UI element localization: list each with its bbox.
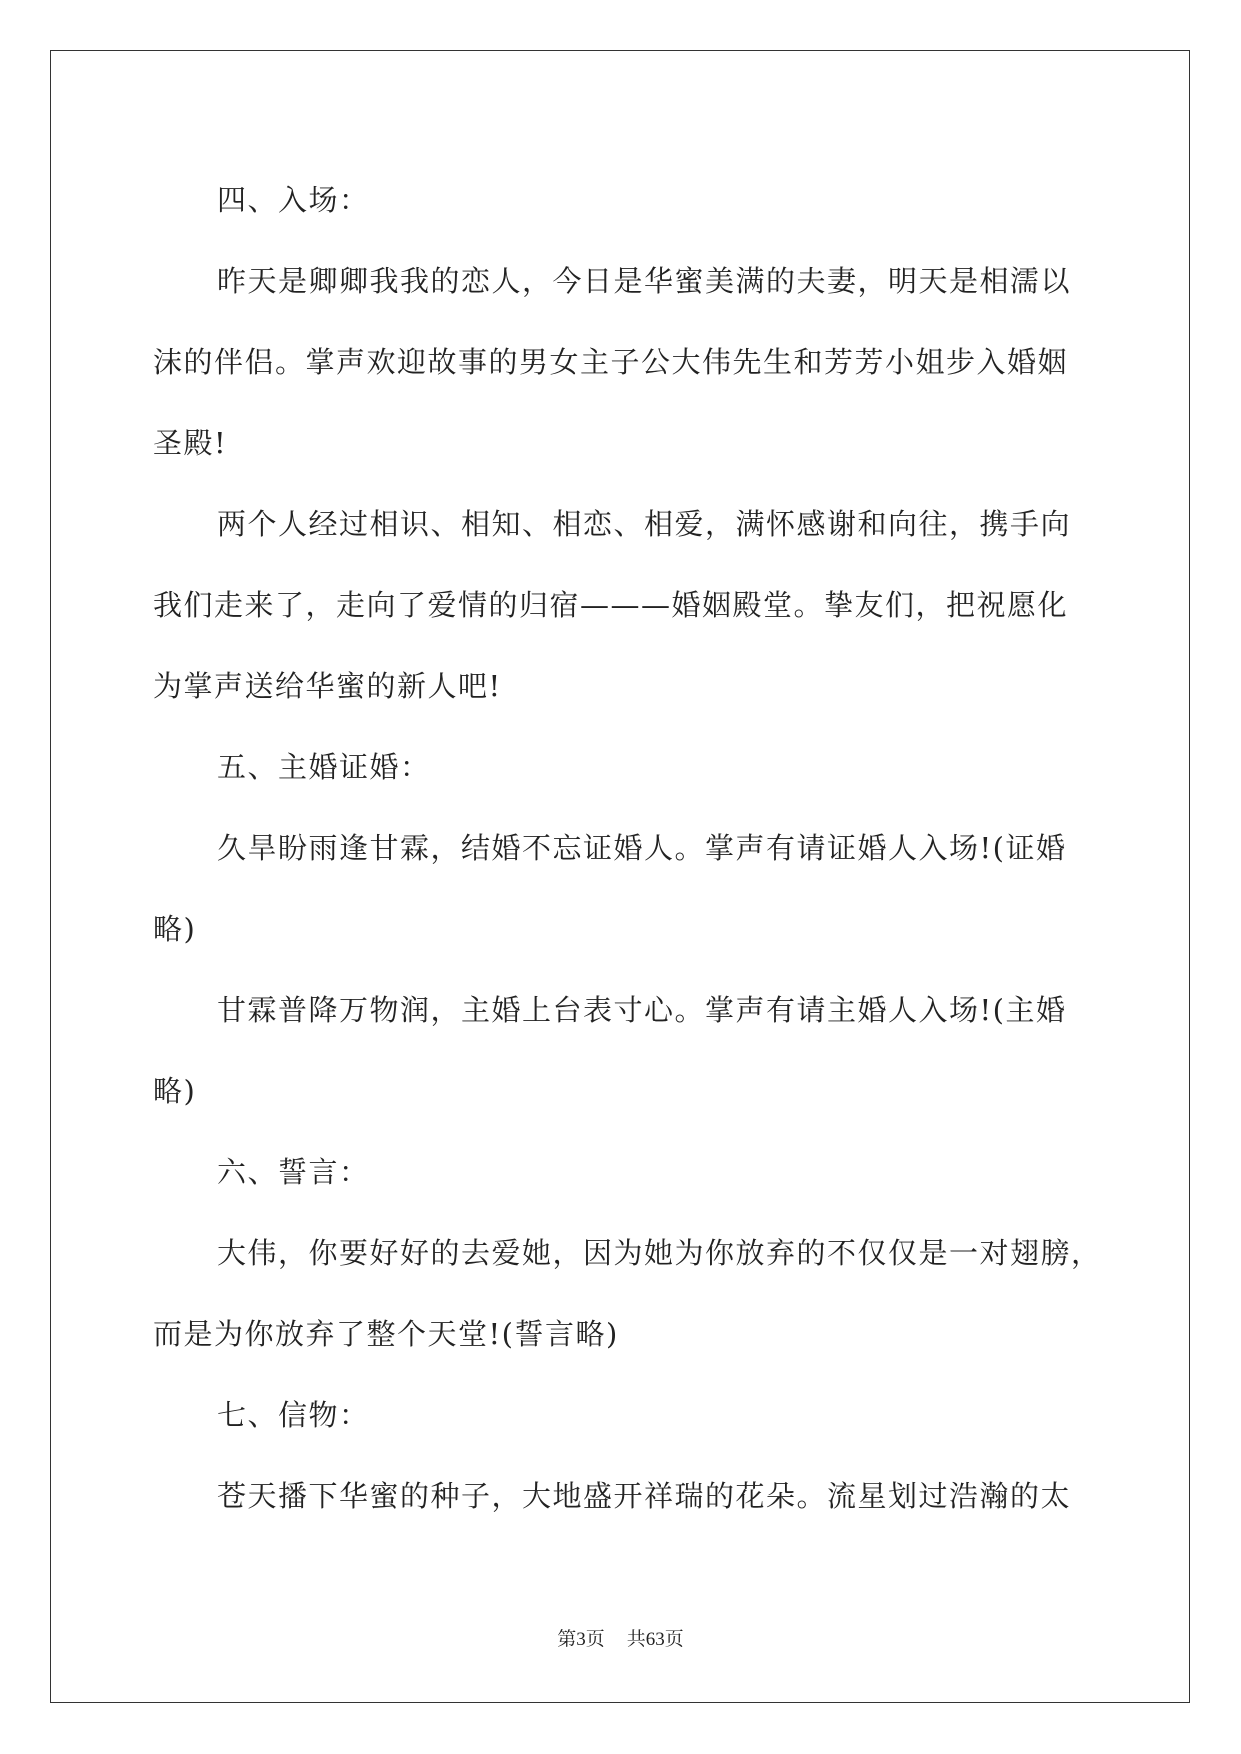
text-line: 七、信物：	[217, 1398, 370, 1432]
document-body	[153, 160, 1102, 1537]
text-line: 圣殿!	[153, 426, 228, 460]
text-line: 大伟，你要好好的去爱她，因为她为你放弃的不仅仅是一对翅膀，	[217, 1236, 1102, 1270]
page-number-current: 第3页	[557, 1629, 605, 1650]
text-line: 五、主婚证婚：	[217, 750, 431, 784]
text-line: 而是为你放弃了整个天堂!(誓言略)	[153, 1317, 619, 1351]
text-line: 两个人经过相识、相知、相恋、相爱，满怀感谢和向往，携手向	[217, 507, 1072, 541]
page-number-total: 共63页	[626, 1629, 684, 1650]
paragraph	[153, 1213, 1102, 1375]
paragraph	[153, 808, 1093, 970]
paragraph-heading-7	[153, 1375, 1093, 1456]
text-line: 昨天是卿卿我我的恋人，今日是华蜜美满的夫妻，明天是相濡以	[217, 264, 1072, 298]
text-line: 为掌声送给华蜜的新人吧!	[153, 669, 502, 703]
text-line: 我们走来了，走向了爱情的归宿———婚姻殿堂。挚友们，把祝愿化	[153, 588, 1069, 622]
paragraph	[153, 970, 1093, 1132]
text-line: 略)	[153, 1074, 197, 1108]
paragraph	[153, 484, 1093, 727]
text-line: 甘霖普降万物润，主婚上台表寸心。掌声有请主婚人入场!(主婚	[217, 993, 1067, 1027]
paragraph-heading-4	[153, 160, 1093, 241]
paragraph	[153, 1456, 1093, 1537]
text-line: 苍天播下华蜜的种子，大地盛开祥瑞的花朵。流星划过浩瀚的太	[217, 1479, 1072, 1513]
text-line: 四、入场：	[217, 183, 370, 217]
text-line: 略)	[153, 912, 197, 946]
text-line: 久旱盼雨逢甘霖，结婚不忘证婚人。掌声有请证婚人入场!(证婚	[217, 831, 1067, 865]
paragraph-heading-5	[153, 727, 1093, 808]
text-line: 沫的伴侣。掌声欢迎故事的男女主子公大伟先生和芳芳小姐步入婚姻	[153, 345, 1069, 379]
page-footer	[0, 1628, 1241, 1652]
paragraph-heading-6	[153, 1132, 1093, 1213]
paragraph	[153, 241, 1093, 484]
text-line: 六、誓言：	[217, 1155, 370, 1189]
